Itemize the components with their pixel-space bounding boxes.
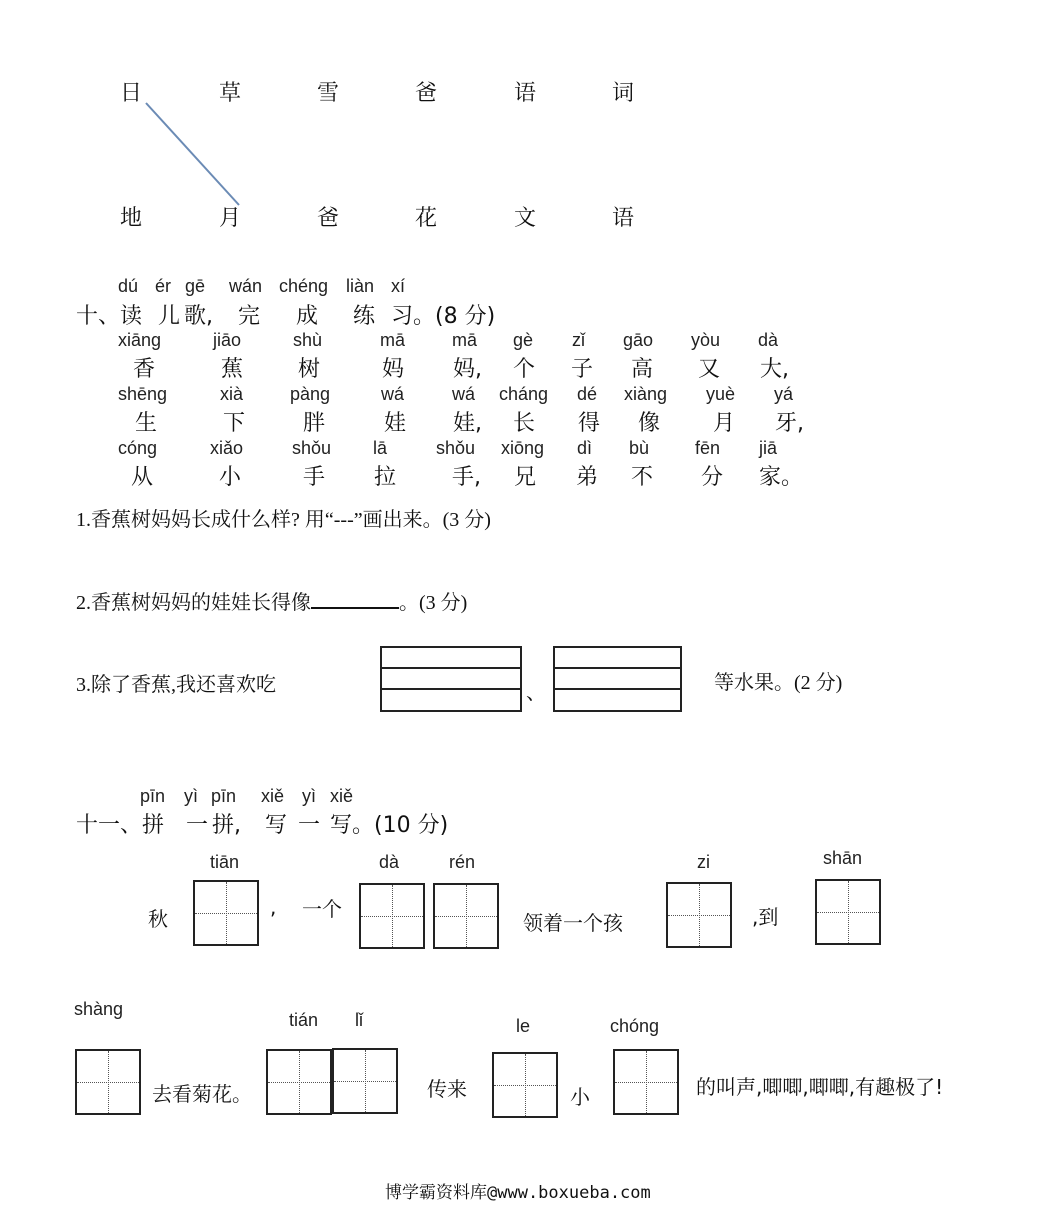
poem-char: 弟 [576, 465, 599, 490]
box-pinyin: tiān [210, 852, 240, 872]
poem-char: 从 [131, 465, 154, 490]
poem-char: 月 [713, 411, 736, 436]
poem-pinyin: xiōng [501, 438, 545, 458]
poem-char: 个 [513, 357, 536, 382]
poem-pinyin: jiā [759, 438, 778, 458]
poem-char: 妈, [453, 357, 482, 382]
title-text: 习。(8 分) [391, 304, 496, 329]
box-pinyin: dà [379, 852, 400, 872]
title-pinyin: pīn [140, 786, 166, 806]
poem-char: 香 [133, 357, 156, 382]
poem-char: 分 [701, 465, 724, 490]
title-text: 十、读 [76, 304, 143, 329]
poem-char: 胖 [303, 411, 326, 436]
row-text: 去看菊花。 [152, 1082, 252, 1106]
title-pinyin: gē [185, 276, 206, 296]
row-text: 小 [570, 1085, 590, 1109]
box-pinyin: rén [449, 852, 476, 872]
title-text: 儿 [158, 304, 181, 329]
title-pinyin: pīn [211, 786, 237, 806]
separator-comma: 、 [526, 680, 546, 704]
poem-pinyin: xiǎo [210, 438, 244, 458]
poem-char: 不 [631, 465, 654, 490]
match-bottom-char: 文 [514, 206, 537, 231]
match-bottom-char: 地 [120, 206, 143, 231]
poem-pinyin: wá [452, 384, 476, 404]
tianzige-box[interactable] [266, 1049, 332, 1115]
row-text: 传来 [427, 1077, 467, 1101]
title-text: 一 [298, 813, 321, 838]
poem-pinyin: cóng [118, 438, 158, 458]
answer-blank[interactable] [311, 587, 399, 609]
poem-pinyin: lā [373, 438, 388, 458]
title-pinyin: chéng [279, 276, 329, 296]
title-pinyin: liàn [346, 276, 375, 296]
match-bottom-char: 月 [219, 206, 242, 231]
answer-box-1[interactable] [380, 646, 522, 712]
poem-char: 子 [571, 357, 594, 382]
tianzige-box[interactable] [815, 879, 881, 945]
title-pinyin: dú [118, 276, 139, 296]
poem-pinyin: xià [220, 384, 244, 404]
poem-char: 牙, [775, 411, 804, 436]
title-text: 写 [265, 813, 288, 838]
poem-char: 妈 [382, 357, 405, 382]
box-pinyin: shàng [74, 999, 124, 1019]
poem-pinyin: yuè [706, 384, 736, 404]
poem-pinyin: fēn [695, 438, 721, 458]
row-text: 领着一个孩 [523, 911, 623, 935]
title-pinyin: yì [184, 786, 199, 806]
poem-char: 下 [223, 411, 246, 436]
poem-pinyin: yá [774, 384, 794, 404]
box-pinyin: tián [289, 1010, 319, 1030]
title-text: 拼, [212, 813, 241, 838]
poem-pinyin: mā [380, 330, 406, 350]
question-3-text: 3.除了香蕉,我还喜欢吃 [76, 674, 276, 696]
poem-char: 蕉 [221, 357, 244, 382]
box-pinyin: lǐ [355, 1010, 363, 1030]
row-text: , [270, 895, 277, 919]
tianzige-box[interactable] [332, 1048, 398, 1114]
title-pinyin: ér [155, 276, 172, 296]
poem-pinyin: xiàng [624, 384, 668, 404]
poem-char: 高 [631, 357, 654, 382]
poem-pinyin: jiāo [213, 330, 242, 350]
poem-pinyin: gāo [623, 330, 654, 350]
title-text: 完 [238, 304, 261, 329]
tianzige-box[interactable] [613, 1049, 679, 1115]
poem-char: 家。 [759, 465, 804, 490]
poem-pinyin: yòu [691, 330, 721, 350]
row-text: 秋 [148, 907, 168, 931]
box-rule [555, 688, 680, 690]
match-top-char: 语 [514, 81, 537, 106]
title-text: 成 [296, 304, 319, 329]
poem-pinyin: bù [629, 438, 650, 458]
question-1: 1.香蕉树妈妈长成什么样? 用“---”画出来。(3 分) [76, 509, 491, 531]
title-text: 歌, [184, 304, 213, 329]
question-2-text: 2.香蕉树妈妈的娃娃长得像 [76, 592, 311, 614]
title-pinyin: xiě [330, 786, 354, 806]
poem-char: 娃 [384, 411, 407, 436]
tianzige-box[interactable] [193, 880, 259, 946]
tianzige-box[interactable] [359, 883, 425, 949]
box-pinyin: shān [823, 848, 863, 868]
poem-char: 长 [513, 411, 536, 436]
poem-char: 生 [135, 411, 158, 436]
tianzige-box[interactable] [75, 1049, 141, 1115]
box-rule [382, 667, 520, 669]
footer-watermark: 博学霸资料库@www.boxueba.com [385, 1183, 651, 1203]
match-bottom-char: 语 [612, 206, 635, 231]
title-text: 练 [353, 304, 376, 329]
poem-pinyin: pàng [290, 384, 331, 404]
title-pinyin: xiě [261, 786, 285, 806]
poem-char: 拉 [374, 465, 397, 490]
poem-pinyin: shēng [118, 384, 168, 404]
match-top-char: 爸 [415, 81, 438, 106]
match-top-char: 词 [612, 81, 635, 106]
poem-pinyin: dé [577, 384, 598, 404]
question-3-points: 等水果。(2 分) [714, 672, 843, 694]
poem-pinyin: zǐ [572, 330, 585, 350]
poem-pinyin: cháng [499, 384, 549, 404]
tianzige-box[interactable] [666, 882, 732, 948]
title-text: 十一、拼 [76, 813, 165, 838]
title-pinyin: xí [391, 276, 406, 296]
poem-char: 兄 [514, 465, 537, 490]
poem-char: 得 [578, 411, 601, 436]
row-text: 一个 [302, 897, 342, 921]
question-2-points: 。(3 分) [399, 592, 468, 614]
title-text: 一 [186, 813, 209, 838]
poem-pinyin: mā [452, 330, 478, 350]
poem-char: 娃, [453, 411, 482, 436]
tianzige-box[interactable] [492, 1052, 558, 1118]
poem-pinyin: gè [513, 330, 534, 350]
box-pinyin: le [516, 1016, 531, 1036]
match-top-char: 草 [219, 81, 242, 106]
poem-char: 树 [298, 357, 321, 382]
match-top-char: 雪 [317, 81, 340, 106]
title-text: 写。(10 分) [330, 813, 449, 838]
poem-pinyin: wá [381, 384, 405, 404]
title-pinyin: yì [302, 786, 317, 806]
row-text: ,到 [752, 905, 779, 929]
poem-pinyin: xiāng [118, 330, 162, 350]
box-rule [555, 667, 680, 669]
poem-pinyin: shǒu [292, 438, 332, 458]
poem-char: 手 [303, 465, 326, 490]
match-bottom-char: 爸 [317, 206, 340, 231]
question-2 [76, 586, 467, 615]
poem-pinyin: dà [758, 330, 779, 350]
match-top-char: 日 [120, 81, 143, 106]
tianzige-box[interactable] [433, 883, 499, 949]
title-pinyin: wán [229, 276, 263, 296]
answer-box-2[interactable] [553, 646, 682, 712]
poem-char: 又 [698, 357, 721, 382]
poem-char: 像 [638, 411, 661, 436]
poem-pinyin: shǒu [436, 438, 476, 458]
match-bottom-char: 花 [415, 206, 438, 231]
poem-char: 手, [452, 465, 481, 490]
poem-pinyin: shù [293, 330, 323, 350]
box-pinyin: chóng [610, 1016, 660, 1036]
poem-pinyin: dì [577, 438, 593, 458]
poem-char: 小 [219, 465, 242, 490]
box-pinyin: zi [697, 852, 710, 872]
poem-char: 大, [760, 357, 789, 382]
row-text: 的叫声,唧唧,唧唧,有趣极了! [696, 1075, 944, 1099]
box-rule [382, 688, 520, 690]
